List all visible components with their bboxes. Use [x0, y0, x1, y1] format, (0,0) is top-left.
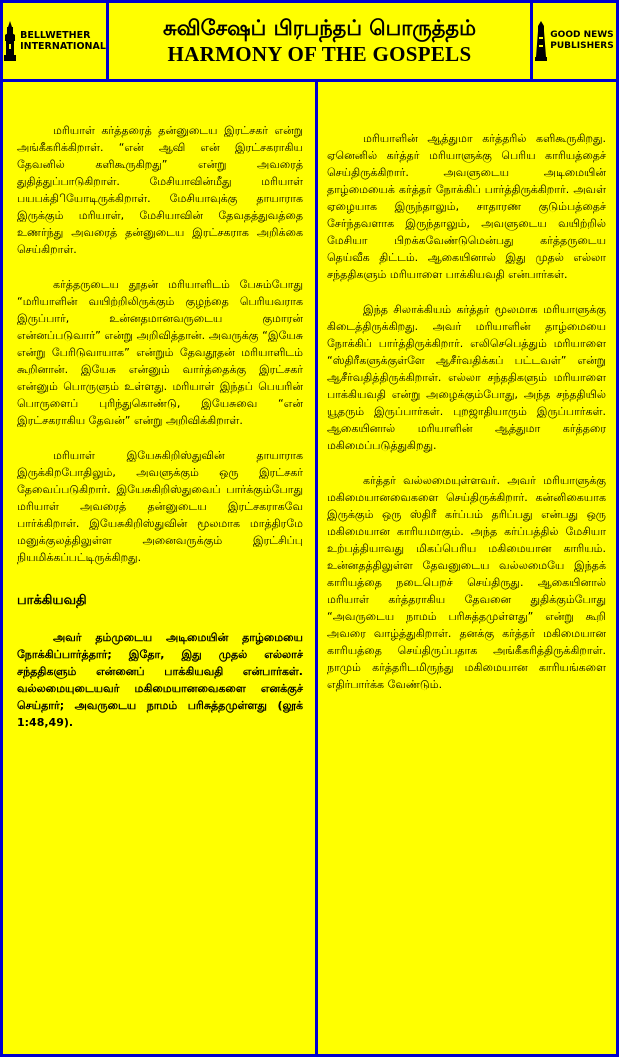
header: [3, 3, 616, 82]
bellwether-logo: [3, 3, 109, 79]
page-title-tamil: சுவிசேஷப் பிரபந்தப் பொருத்தம்: [163, 16, 476, 40]
good-news-logo-text: GOOD NEWS PUBLISHERS: [550, 30, 614, 51]
bellwether-logo-text: BELLWETHER INTERNATIONAL: [20, 30, 106, 52]
title-block: [109, 3, 530, 79]
bell-tower-icon: [3, 21, 17, 61]
right-paragraph-3: கர்த்தர் வல்லமையுள்ளவர். அவர் மரியாளுக்கு மகிமையானவைகளை செய்திருக்கிறார். கன்னிகையாக இருக்கும் ஒரு ஸ்திரீ கர்ப்பம் தரிப்பது என்பது ஒரு மகிமையான காரியமாகும். அந்த கர்ப்பத்தில் மேசியா உற்பத்தியாவது மிகப்பெரிய மகிமையான காரியம். உன்னதத்திலுள்ள தேவனுடைய வல்லமையே இந்தக் காரியத்தை நடைபெறச் செய்திருது. ஆகையினால் மரியாள் கர்த்தராகிய தேவனை துதிக்கும்போது “அவருடைய நாமம் பரிசுத்தமுள்ளது” என்று கூறி அவரை வாழ்த்துகிறாள். தனக்கு கர்த்தர் மகிமையான காரியத்தை செய்திருப்பதாக அங்கீகரித்திருக்கிறாள். நாமும் கர்த்தரிடமிருந்து மகிமையான காரியங்களை எதிர்பார்க்க வேண்டும்.: [327, 474, 606, 691]
left-paragraph-1: மரியாள் கர்த்தரைத் தன்னுடைய இரட்சகர் என்று அங்கீகரிக்கிறாள். “என் ஆவி என் இரட்சகராகிய தேவனில் களிகூருகிறது” என்று அவரைத் துதித்துப்பாடுகிறாள். மேசியாவின்மீது மரியாள் பயபக்திியோடிருக்கிறாள். மேசியாவுக்கு தாயாராக இருக்கும் மரியாள், மேசியாவின் தேவதத்துவத்தை உணர்ந்து அவரைத் தன்னுடைய இரட்சகராக அறிக்கை செய்கிறாள்.: [17, 124, 303, 256]
page-title-english: HARMONY OF THE GOSPELS: [167, 42, 472, 66]
right-paragraph-1: மரியாளின் ஆத்துமா கர்த்தரில் களிகூருகிறது. ஏனெனில் கர்த்தர் மரியாளுக்கு பெரிய காரியத்தைச் செய்திருக்கிறார். அவளுடைய அடிமையின் தாழ்மையைக் கர்த்தர் நோக்கிப் பார்த்திருக்கிறார். அவள் ஏழையாக இருந்தாலும், சாதாரண குடும்பத்தைச் சேர்ந்தவளாக இருந்தாலும், அவளுடைய வயிற்றில் மேசியா பிறக்கவேண்டுமென்பது கர்த்தருடைய தெய்வீக திட்டம். ஆகையினால் இது முதல் எல்லா சந்ததிகளும் மரியாளை பாக்கியவதி என்பார்கள்.: [327, 132, 606, 281]
right-paragraph-2: இந்த சிலாக்கியம் கர்த்தர் மூலமாக மரியாளுக்கு கிடைத்திருக்கிறது. அவர் மரியாளின் தாழ்மையை நோக்கிப் பார்த்திருக்கிறார். எலிசெபெத்தும் மரியாளை “ஸ்திரீகளுக்குள்ளே ஆசீர்வதிக்கப் பட்டவள்” என்று ஆசீர்வதித்திருக்கிறாள். எல்லா சந்ததிகளும் மரியாளை பாக்கியவதி என்று அழைக்கும்போது, அந்த சந்ததியில் யூதரும் இருப்பார்கள். புறஜாதியாரும் இருப்பார்கள். ஆகையினால் மரியாளின் ஆத்துமா கர்த்தரை மகிமைப்படுத்துகிறது.: [327, 303, 606, 452]
left-paragraph-2: கர்த்தருடைய தூதன் மரியாளிடம் பேசும்போது “மரியாளின் வயிற்றிலிருக்கும் குழந்தை பெரியவராக இருப்பார், உன்னதமானவருடைய குமாரன் என்னப்படுவார்” என்று அறிவித்தான். அவருக்கு “இயேசு என்று பேரிடுவாயாக” என்றும் தேவதூதன் மரியாளிடம் கூறினான். இயேசு என்னும் வார்த்தைக்கு இரட்சகர் என்னும் பொருளும் உள்ளது. மரியாள் இந்தப் பெயரின் பொருளைப் புரிந்துகொண்டு, இயேசுவை “என் இரட்சகராகிய தேவன்” என்று அறிவிக்கிறாள்.: [17, 278, 303, 427]
left-column: [3, 82, 313, 1054]
section-heading: பாக்கியவதி: [17, 593, 87, 608]
left-paragraph-3: மரியாள் இயேசுகிறிஸ்துவின் தாயாராக இருக்கிறபோதிலும், அவளுக்கும் ஒரு இரட்சகர் தேவைப்படுகிறார். இயேசுகிறிஸ்துவைப் பார்க்கும்போது மரியாள் அவரைத் தன்னுடைய இரட்சகராகவே பார்க்கிறாள். இயேசுகிறிஸ்துவின் மூலமாக மாத்திரமே மனுக்குலத்திலுள்ள அனைவருக்கும் இரட்சிப்பு நியமிக்கப்பட்டிருக்கிறது.: [17, 449, 303, 564]
scripture-verse: அவர் தம்முடைய அடிமையின் தாழ்மையை நோக்கிப்பார்த்தார்; இதோ, இது முதல் எல்லாச் சந்ததிகளும் என்னைப் பாக்கியவதி என்பார்கள். வல்லமையுடையவர் மகிமையானவைகளை எனக்குச் செய்தார்; அவருடைய நாமம் பரிசுத்தமுள்ளது (லூக் 1:48,49).: [17, 631, 303, 729]
right-column: [315, 82, 616, 1054]
good-news-logo: [530, 3, 616, 79]
lighthouse-icon: [535, 21, 547, 61]
